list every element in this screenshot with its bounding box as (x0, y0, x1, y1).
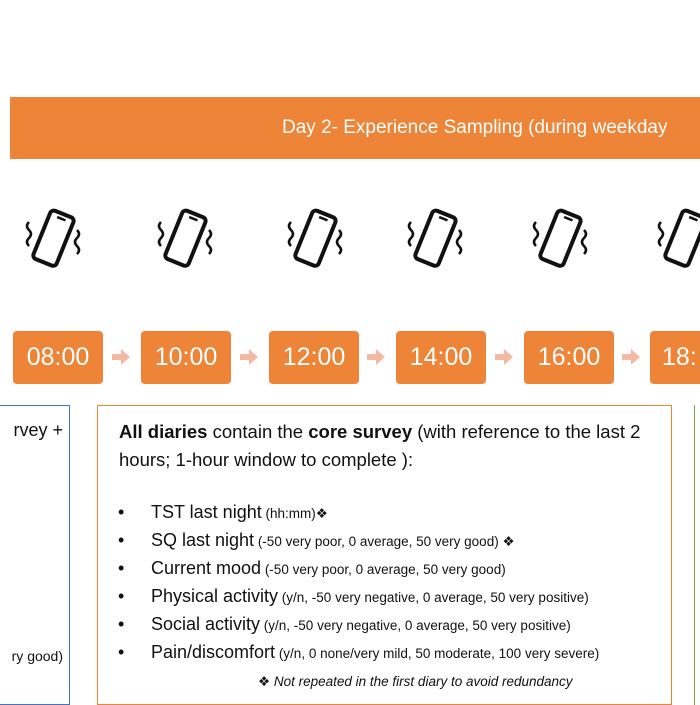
time-slot-1000: 10:00 (141, 331, 231, 384)
intro-bold-all-diaries: All diaries (119, 421, 208, 442)
bullet: • (118, 586, 125, 606)
bullet: • (118, 614, 125, 634)
item-name: Current mood (151, 558, 262, 578)
item-note: (-50 very poor, 0 average, 50 very good) (261, 562, 506, 577)
day-banner (10, 97, 700, 159)
redundancy-footnote: ❖ Not repeated in the first diary to avoid redundancy (258, 674, 573, 689)
item-name: SQ last night (151, 530, 255, 550)
item-name: Social activity (151, 614, 261, 634)
banner-title: Day 2- Experience Sampling (during weekday (282, 117, 668, 138)
core-survey-panel (97, 405, 672, 705)
item-note: (y/n, 0 none/very mild, 50 moderate, 100 very severe) (275, 646, 600, 661)
time-slot-1600: 16:00 (524, 331, 614, 384)
vibrating-phone-icon (280, 198, 350, 278)
vibrating-phone-icon (650, 198, 700, 278)
arrow-right-icon (366, 347, 386, 367)
intro-text-2: (with reference to the last 2 hours; 1-hour window to complete ): (119, 421, 641, 470)
item-note: (-50 very poor, 0 average, 50 very good) ❖ (254, 534, 515, 549)
item-name: Pain/discomfort (151, 642, 276, 662)
time-slot-1800: 18: (650, 331, 700, 384)
intro-bold-core-survey: core survey (308, 421, 413, 442)
left-panel-bottom-text: ry good) (11, 648, 63, 664)
time-slot-0800: 08:00 (13, 331, 103, 384)
arrow-right-icon (111, 347, 131, 367)
bullet: • (118, 558, 125, 578)
left-survey-panel (0, 405, 70, 705)
vibrating-phone-icon (400, 198, 470, 278)
arrow-right-icon (621, 347, 641, 367)
right-panel-edge (694, 405, 700, 705)
time-slot-1200: 12:00 (269, 331, 359, 384)
time-slot-1400: 14:00 (396, 331, 486, 384)
vibrating-phone-icon (150, 198, 220, 278)
core-survey-intro (119, 418, 664, 474)
vibrating-phone-icon (18, 198, 88, 278)
bullet: • (118, 502, 125, 522)
arrow-right-icon (494, 347, 514, 367)
item-name: TST last night (151, 502, 262, 522)
item-note: (y/n, -50 very negative, 0 average, 50 very positive) (260, 618, 571, 633)
item-name: Physical activity (151, 586, 279, 606)
bullet: • (118, 642, 125, 662)
bullet: • (118, 530, 125, 550)
left-panel-top-text: rvey + (13, 420, 63, 440)
item-note: (y/n, -50 very negative, 0 average, 50 very positive) (278, 590, 589, 605)
vibrating-phone-icon (525, 198, 595, 278)
intro-text-1: contain the (207, 421, 309, 442)
item-note: (hh:mm)❖ (261, 506, 328, 521)
arrow-right-icon (239, 347, 259, 367)
